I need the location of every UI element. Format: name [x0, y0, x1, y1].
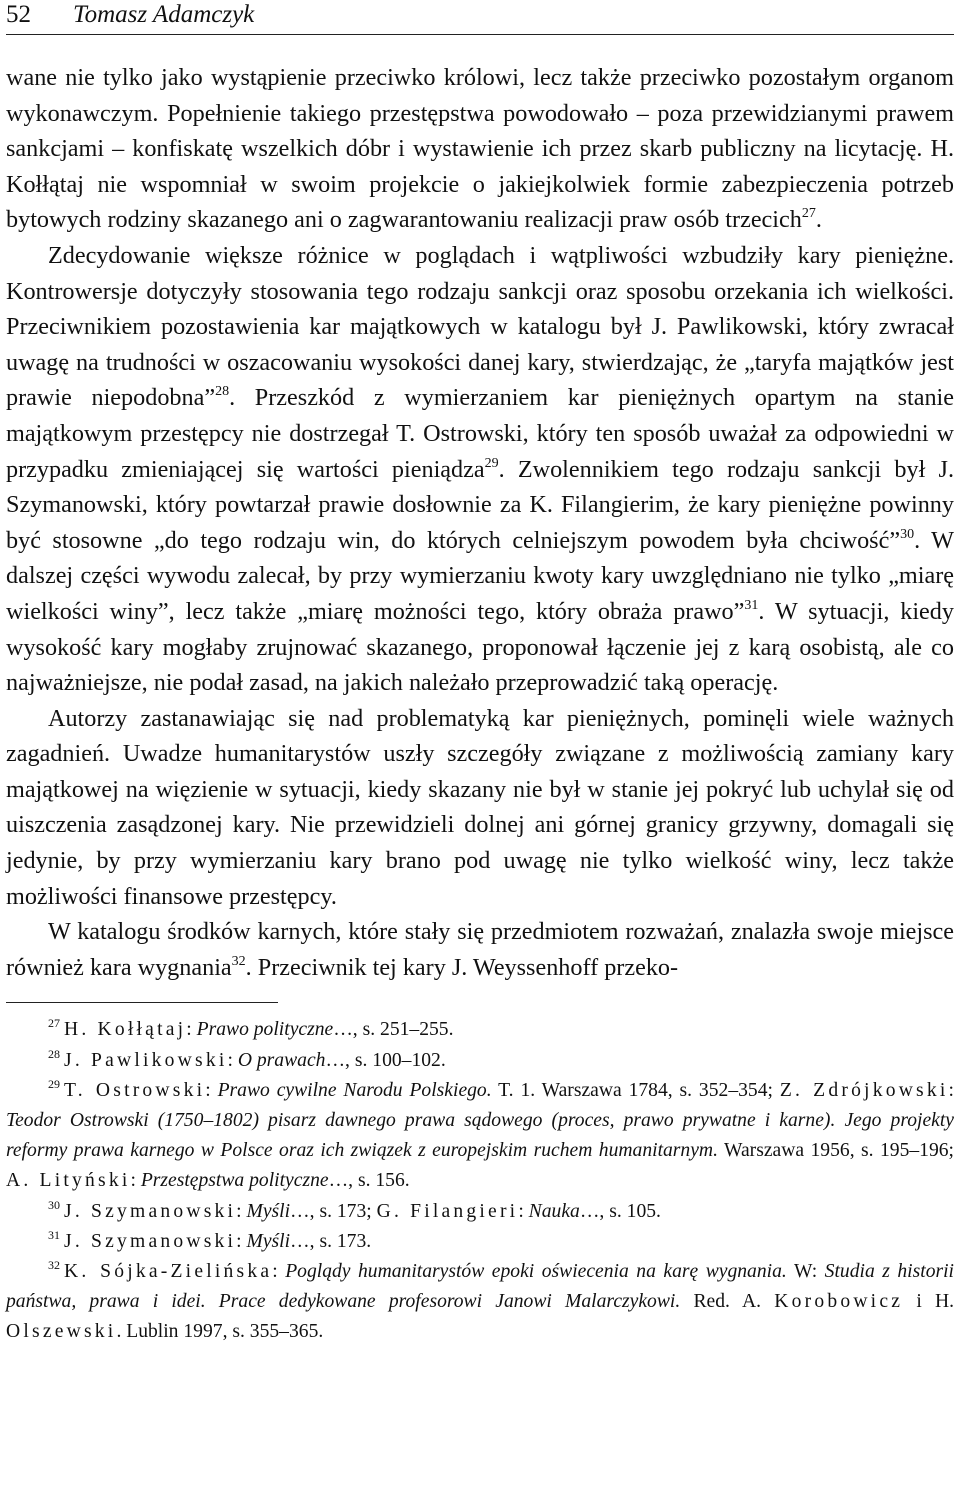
- footnote-author: G. Filangieri: [376, 1200, 519, 1222]
- footnote-ref-32[interactable]: 32: [231, 953, 246, 969]
- paragraph-4: [6, 914, 954, 985]
- footnote-author: J. Szymanowski: [64, 1230, 237, 1252]
- footnote-title: Poglądy humanitarystów epoki oświecenia na karę wygnania.: [285, 1261, 787, 1283]
- footnote-32: [6, 1257, 954, 1348]
- footnote-title: Nauka: [528, 1200, 580, 1222]
- footnote-separator: :: [130, 1170, 141, 1192]
- footnote-citation: i H.: [903, 1291, 955, 1313]
- footnote-citation: Warszawa 1956, s. 195–196;: [717, 1140, 954, 1162]
- footnote-number: 32: [48, 1258, 60, 1273]
- paragraph-text: . Przeciwnik tej kary J. Weyssenhoff przeko-: [245, 953, 679, 981]
- footnote-author: J. Pawlikowski: [64, 1049, 228, 1071]
- footnote-title: Studia z historii państwa, prawa i idei. Prace dedykowane profesorowi Janowi Malarczykowi.: [6, 1261, 955, 1313]
- footnote-29: [6, 1076, 954, 1197]
- footnote-author: Olszewski: [6, 1321, 117, 1343]
- footnote-separator: :: [205, 1079, 218, 1101]
- footnote-separator: :: [186, 1019, 197, 1041]
- footnote-citation: …, s. 105.: [579, 1200, 661, 1222]
- footnote-citation: …, s. 156.: [328, 1170, 410, 1192]
- footnote-separator: :: [227, 1049, 238, 1071]
- footnote-author: J. Szymanowski: [64, 1200, 237, 1222]
- footnote-divider: [6, 1002, 278, 1003]
- footnote-28: [6, 1046, 954, 1076]
- footnote-title: Prawo cywilne Narodu Polskiego.: [217, 1079, 492, 1101]
- footnote-citation: …, s. 100–102.: [325, 1049, 446, 1071]
- paragraph-text: Autorzy zastanawiając się nad problematyką kar pieniężnych, pominęli wiele ważnych zagadnień. Uwadze humanitarystów uszły szczegóły związane z możliwością zamiany kary majątkowej na więzienie w sytuacji, kiedy skazany nie był w stanie jej pokryć lub uchylał się od uiszczenia zasądzonej kary. Nie przewidzieli dolnej ani górnej granicy grzywny, domagali się jedynie, by przy wymierzaniu kary brano pod uwagę nie tylko wielkość winy, lecz także możliwości finansowe przestępcy.: [6, 704, 954, 910]
- footnote-ref-28[interactable]: 28: [215, 384, 230, 400]
- page: [6, 0, 954, 1348]
- footnote-citation: W:: [786, 1261, 825, 1283]
- footnote-citation: …, s. 173;: [290, 1200, 377, 1222]
- paragraph-1: [6, 60, 954, 238]
- footnote-title: O prawach: [237, 1049, 326, 1071]
- footnote-title: Teodor Ostrowski (1750–1802) pisarz dawnego prawa sądowego (proces, prawo prywatne i karne). Jego projekty reformy prawa karnego w Polsce oraz ich związek z europejskim ruchem humanitarnym.: [6, 1110, 954, 1162]
- footnotes: [6, 1015, 954, 1347]
- footnote-citation: T. 1. Warszawa 1784, s. 352–354;: [491, 1079, 780, 1101]
- paragraph-text: .: [815, 206, 822, 234]
- paragraph-2: [6, 238, 954, 701]
- footnote-citation: …, s. 251–255.: [333, 1019, 454, 1041]
- page-number: 52: [6, 1, 31, 28]
- footnote-number: 31: [48, 1227, 60, 1242]
- footnote-separator: :: [272, 1261, 286, 1283]
- footnote-citation: . Lublin 1997, s. 355–365.: [116, 1321, 324, 1343]
- footnote-author: Z. Zdrójkowski: [779, 1079, 949, 1101]
- running-head: [6, 0, 954, 35]
- footnote-ref-30[interactable]: 30: [900, 526, 915, 542]
- footnote-separator: :: [948, 1079, 954, 1101]
- footnote-number: 30: [48, 1197, 60, 1212]
- footnote-27: [6, 1015, 954, 1045]
- footnote-separator: :: [236, 1230, 247, 1252]
- paragraph-text: . W dalszej części wywodu zalecał, by przy wymierzaniu kwoty kary uwzględniano nie tylko „miarę wielkości winy”, lecz także „miarę możności tego, który obraża prawo”: [6, 526, 954, 625]
- footnote-author: H. Kołłątaj: [64, 1019, 187, 1041]
- body-text: [6, 60, 954, 985]
- paragraph-text: Zdecydowanie większe różnice w poglądach i wątpliwości wzbudziły kary pieniężne. Kontrowersje dotyczyły stosowania tego rodzaju sankcji oraz sposobu orzekania ich wielkości. Przeciwnikiem pozostawienia kar majątkowych w katalogu był J. Pawlikowski, który zwracał uwagę na trudności w oszacowaniu wysokości danej kary, stwierdzając, że „taryfa majątków jest prawie niepodobna”: [6, 241, 954, 412]
- footnote-author: K. Sójka-Zielińska: [64, 1261, 273, 1283]
- footnote-number: 29: [48, 1076, 60, 1091]
- paragraph-text: . W sytuacji, kiedy wysokość kary mogłaby zrujnować skazanego, proponował łączenie jej z karą osobistą, ale co najważniejsze, nie podał zasad, na jakich należało przeprowadzić taką operację.: [6, 597, 954, 697]
- paragraph-3: [6, 701, 954, 915]
- footnote-number: 27: [48, 1016, 60, 1031]
- footnote-30: [6, 1197, 954, 1227]
- paragraph-text: . Zwolennikiem tego rodzaju sankcji był J. Szymanowski, który powtarzał prawie dosłownie za K. Filangierim, że kary pieniężne powinny być stosowne „do tego rodzaju win, do których celniejszym powodem była chciwość”: [6, 455, 954, 554]
- footnote-31: [6, 1227, 954, 1257]
- footnote-ref-27[interactable]: 27: [801, 206, 816, 222]
- running-head-author: Tomasz Adamczyk: [73, 1, 255, 28]
- footnote-title: Myśli: [246, 1230, 291, 1252]
- footnote-title: Myśli: [246, 1200, 291, 1222]
- footnote-ref-29[interactable]: 29: [484, 455, 499, 471]
- footnote-separator: :: [236, 1200, 247, 1222]
- footnote-title: Przestępstwa polityczne: [140, 1170, 329, 1192]
- footnote-citation: Red. A.: [680, 1291, 775, 1313]
- footnote-number: 28: [48, 1046, 60, 1061]
- footnote-ref-31[interactable]: 31: [744, 597, 759, 613]
- footnote-author: Korobowicz: [774, 1291, 904, 1313]
- paragraph-text: W katalogu środków karnych, które stały się przedmiotem rozważań, znalazła swoje miejsce również kara wygnania: [6, 918, 954, 981]
- footnote-citation: …, s. 173.: [290, 1230, 372, 1252]
- footnote-title: Prawo polityczne: [196, 1019, 334, 1041]
- paragraph-text: wane nie tylko jako wystąpienie przeciwko królowi, lecz także przeciwko pozostałym organom wykonawczym. Popełnienie takiego przestępstwa powodowało – poza przewidzianymi prawem sankcjami – konfiskatę wszelkich dóbr i wystawienie ich przez skarb publiczny na licytację. H. Kołłątaj nie wspomniał w swoim projekcie o jakiejkolwiek formie zabezpieczenia potrzeb bytowych rodziny skazanego ani o zagwarantowaniu realizacji praw osób trzecich: [6, 64, 954, 234]
- footnote-separator: :: [518, 1200, 529, 1222]
- footnote-author: A. Lityński: [6, 1170, 131, 1192]
- paragraph-text: . Przeszkód z wymierzaniem kar pieniężnych opartym na stanie majątkowym przestępcy nie dostrzegał T. Ostrowski, który ten sposób uważał za odpowiedni w przypadku zmieniającej się wartości pieniądza: [6, 384, 955, 483]
- footnote-author: T. Ostrowski: [64, 1079, 206, 1101]
